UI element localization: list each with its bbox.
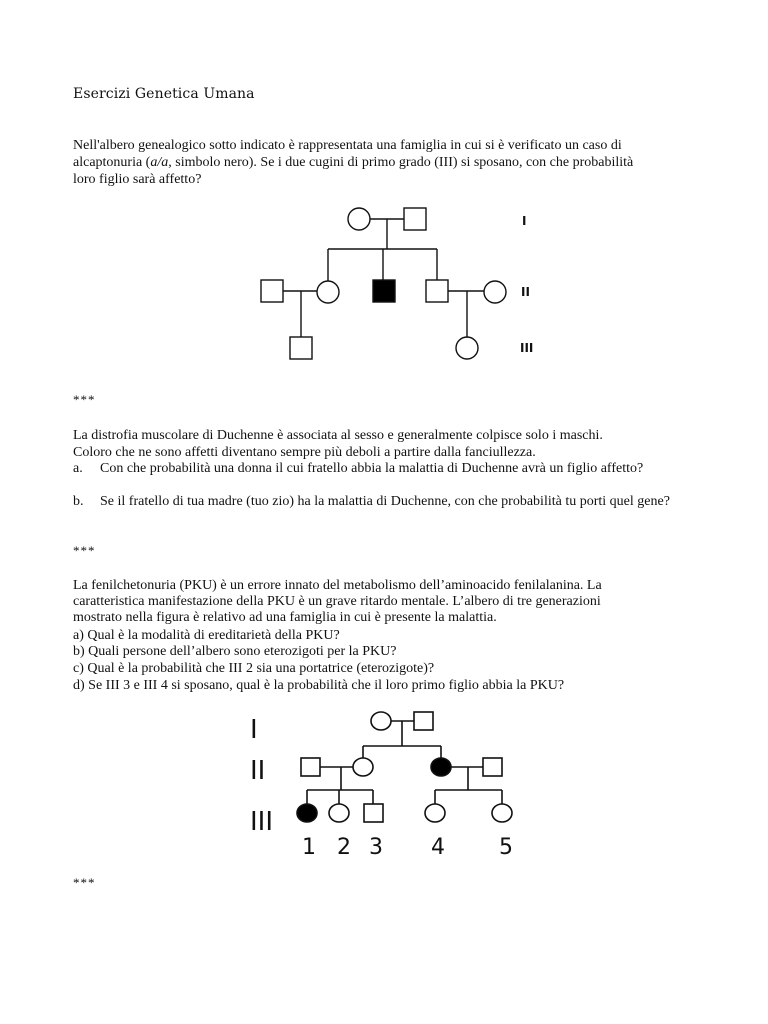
exercise-3-intro-line-3: mostrato nella figura è relativo ad una famiglia in cui è presente la malattia. [73, 610, 497, 625]
pedigree2-I-female [371, 712, 391, 730]
exercise-3-intro-line-2: caratteristica manifestazione della PKU è un grave ritardo mentale. L’albero di tre generazioni [73, 594, 601, 609]
pedigree1-gen-label-II: II [521, 285, 530, 299]
exercise-3-question-d: d) Se III 3 e III 4 si sposano, qual è la probabilità che il loro primo figlio abbia la PKU? [73, 678, 565, 693]
pedigree1-gen-label-III: III [520, 341, 534, 355]
exercise-1-line-3: loro figlio sarà affetto? [73, 172, 202, 187]
pedigree2-I-male [414, 712, 433, 730]
pedigree2-number-5: 5 [499, 835, 513, 860]
pedigree2-number-2: 2 [337, 835, 351, 860]
exercise-3-question-a: a) Qual è la modalità di ereditarietà della PKU? [73, 628, 340, 643]
exercise-3-question-c: c) Qual è la probabilità che III 2 sia una portatrice (eterozigote)? [73, 661, 435, 676]
pedigree1-gen-label-I: I [522, 214, 527, 228]
item-text: Con che probabilità una donna il cui fratello abbia la malattia di Duchenne avrà un figlio affetto? [100, 461, 644, 476]
pedigree2-III-2-female [329, 804, 349, 822]
pedigree2-III-5-female [492, 804, 512, 822]
pedigree2-number-4: 4 [431, 835, 445, 860]
item-label: b. [73, 494, 84, 509]
pedigree2-gen-label-III: III [250, 807, 274, 837]
pedigree2-III-4-female [425, 804, 445, 822]
exercise-1-line-2: alcaptonuria (a/a, simbolo nero). Se i due cugini di primo grado (III) si sposano, con che probabilità [73, 155, 634, 170]
document-title: Esercizi Genetica Umana [73, 86, 255, 102]
item-label: a. [73, 461, 83, 476]
exercise-3-intro-line-1: La fenilchetonuria (PKU) è un errore innato del metabolismo dell’aminoacido fenilalanina. La [73, 578, 602, 593]
exercise-2-intro-line-2: Coloro che ne sono affetti diventano sempre più deboli a partire dalla fanciullezza. [73, 445, 536, 460]
pedigree2-II-affected-female [431, 758, 451, 776]
pedigree2-III-3-male [364, 804, 383, 822]
pedigree2-gen-label-II: II [250, 756, 266, 786]
pedigree2-II-male-spouse [301, 758, 320, 776]
exercise-1-line-1: Nell'albero genealogico sotto indicato è rappresentata una famiglia in cui si è verificato un caso di [73, 138, 622, 153]
pedigree2-II-female [353, 758, 373, 776]
exercise-2-intro-line-1: La distrofia muscolare di Duchenne è associata al sesso e generalmente colpisce solo i maschi. [73, 428, 603, 443]
pedigree2-II-male [483, 758, 502, 776]
separator-3: *** [73, 875, 96, 890]
separator-2: *** [73, 543, 96, 558]
pedigree2-number-1: 1 [302, 835, 316, 860]
pedigree2-III-1-affected-female [297, 804, 317, 822]
pedigree2-gen-label-I: I [250, 715, 258, 745]
exercise-3-question-b: b) Quali persone dell’albero sono eterozigoti per la PKU? [73, 644, 397, 659]
item-text: Se il fratello di tua madre (tuo zio) ha la malattia di Duchenne, con che probabilità tu porti quel gene? [100, 494, 670, 509]
pedigree2-number-3: 3 [369, 835, 383, 860]
separator-1: *** [73, 392, 96, 407]
